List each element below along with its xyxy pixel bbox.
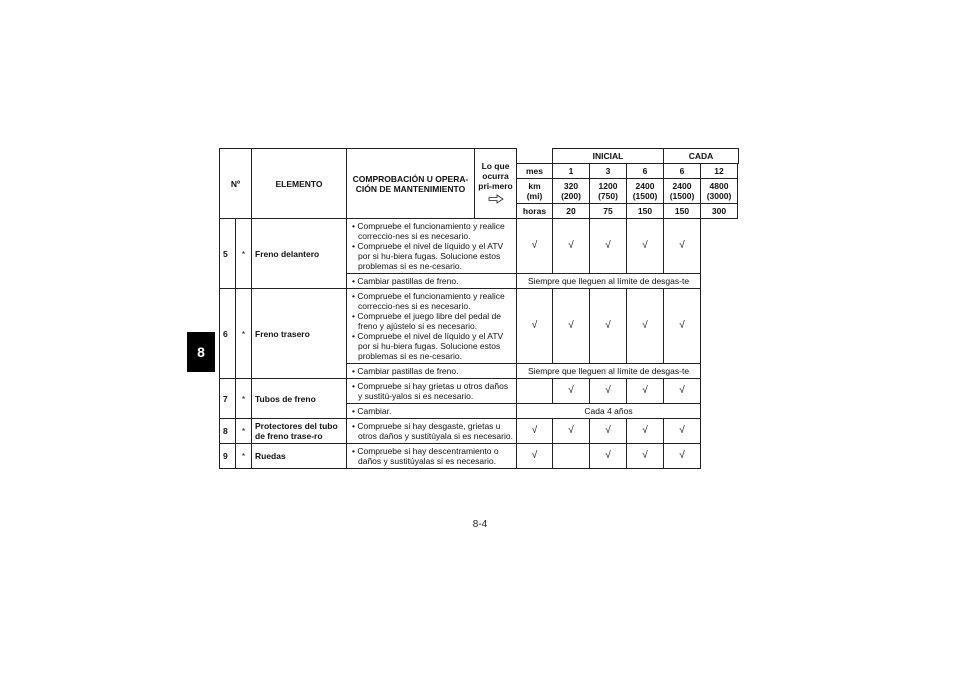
interval-cell: 3 — [590, 164, 627, 179]
header-initial: INICIAL — [553, 149, 664, 164]
interval-cell: 20 — [553, 204, 590, 219]
check-bullet: • Compruebe el funcionamiento y realice correccio-nes si es necesario. — [352, 221, 505, 242]
row-check — [347, 404, 517, 419]
check-bullet: • Cambiar. — [352, 406, 392, 417]
row-check — [347, 444, 517, 469]
check-mark: √ — [590, 444, 627, 469]
check-mark: √ — [517, 419, 553, 444]
check-bullet: • Compruebe el juego libre del pedal de freno y ajústelo si es necesario. — [352, 311, 501, 332]
check-bullet: • Cambiar pastillas de freno. — [352, 276, 459, 287]
maintenance-table — [219, 148, 739, 469]
table-row — [220, 444, 739, 469]
row-item: Ruedas — [252, 444, 347, 469]
header-num: Nº — [220, 149, 252, 219]
row-star: * — [236, 419, 252, 444]
header-first-label: Lo que ocurra pri-mero — [478, 161, 513, 192]
row-check — [347, 379, 517, 404]
page-number: 8-4 — [472, 519, 488, 530]
check-mark: √ — [517, 444, 553, 469]
row-num: 6 — [220, 289, 236, 379]
interval-cell: 150 — [627, 204, 664, 219]
interval-cell: 1 — [553, 164, 590, 179]
check-mark: √ — [517, 219, 553, 274]
row-check — [347, 289, 517, 364]
row-star: * — [236, 289, 252, 379]
row-star: * — [236, 219, 252, 289]
check-mark: √ — [664, 419, 701, 444]
row-check — [347, 274, 517, 289]
header-row-1 — [220, 149, 739, 164]
check-mark: √ — [553, 419, 590, 444]
check-bullet: • Compruebe si hay descentramiento o daños y sustitúyalas si es necesario. — [352, 446, 499, 467]
check-mark: √ — [627, 379, 664, 404]
check-mark-empty — [517, 379, 553, 404]
interval-cell: 6 — [627, 164, 664, 179]
check-mark: √ — [664, 444, 701, 469]
check-mark: √ — [517, 289, 553, 364]
interval-cell: 75 — [590, 204, 627, 219]
table-row — [220, 289, 739, 364]
row-check — [347, 364, 517, 379]
check-bullet: • Compruebe si hay desgaste, grietas u otros daños y sustitúyala si es necesario. — [352, 421, 513, 442]
table-row — [220, 419, 739, 444]
check-mark: √ — [553, 379, 590, 404]
header-first — [475, 149, 517, 219]
check-mark: √ — [590, 219, 627, 274]
check-mark: √ — [627, 419, 664, 444]
check-bullet: • Compruebe el nivel de líquido y el ATV por si hu-biera fugas. Solucione estos problemas si es ne-cesario. — [352, 331, 504, 362]
row-item: Freno delantero — [252, 219, 347, 289]
interval-note: Cada 4 años — [517, 404, 701, 419]
check-mark: √ — [664, 289, 701, 364]
interval-cell: 2400 (1500) — [664, 179, 701, 204]
interval-cell: 6 — [664, 164, 701, 179]
check-bullet: • Compruebe el nivel de líquido y el ATV por si hu-biera fugas. Solucione estos problemas si es ne-cesario. — [352, 241, 504, 272]
interval-cell: 150 — [664, 204, 701, 219]
row-num: 9 — [220, 444, 236, 469]
row-num: 7 — [220, 379, 236, 419]
check-bullet: • Compruebe si hay grietas u otros daños y sustitú-yalos si es necesario. — [352, 381, 509, 402]
check-mark: √ — [590, 419, 627, 444]
interval-note: Siempre que lleguen al límite de desgas-te — [517, 274, 701, 289]
check-mark: √ — [627, 219, 664, 274]
arrow-right-icon — [488, 194, 504, 204]
interval-cell: 4800 (3000) — [701, 179, 738, 204]
check-mark: √ — [553, 219, 590, 274]
table-row — [220, 219, 739, 274]
row-item: Protectores del tubo de freno trase-ro — [252, 419, 347, 444]
check-mark: √ — [553, 289, 590, 364]
interval-cell: 1200 (750) — [590, 179, 627, 204]
row-star: * — [236, 379, 252, 419]
row-check — [347, 419, 517, 444]
interval-cell: 12 — [701, 164, 738, 179]
chapter-tab: 8 — [187, 332, 215, 372]
header-every: CADA — [664, 149, 739, 164]
row-star: * — [236, 444, 252, 469]
interval-cell: 320 (200) — [553, 179, 590, 204]
row-num: 5 — [220, 219, 236, 289]
table-row — [220, 379, 739, 404]
interval-cell: 2400 (1500) — [627, 179, 664, 204]
header-item: ELEMENTO — [252, 149, 347, 219]
check-mark: √ — [627, 289, 664, 364]
check-mark: √ — [664, 379, 701, 404]
check-bullet: • Cambiar pastillas de freno. — [352, 366, 459, 377]
header-check: COMPROBACIÓN U OPERA-CIÓN DE MANTENIMIENTO — [347, 149, 475, 219]
interval-note: Siempre que lleguen al límite de desgas-te — [517, 364, 701, 379]
row-item: Tubos de freno — [252, 379, 347, 419]
interval-cell: 300 — [701, 204, 738, 219]
row-item: Freno trasero — [252, 289, 347, 379]
unit-label: horas — [517, 204, 553, 219]
row-num: 8 — [220, 419, 236, 444]
unit-label: km (mi) — [517, 179, 553, 204]
check-bullet: • Compruebe el funcionamiento y realice correccio-nes si es necesario. — [352, 291, 505, 312]
check-mark: √ — [590, 289, 627, 364]
check-mark: √ — [664, 219, 701, 274]
check-mark: √ — [627, 444, 664, 469]
row-check — [347, 219, 517, 274]
check-mark-empty — [553, 444, 590, 469]
unit-label: mes — [517, 164, 553, 179]
check-mark: √ — [590, 379, 627, 404]
